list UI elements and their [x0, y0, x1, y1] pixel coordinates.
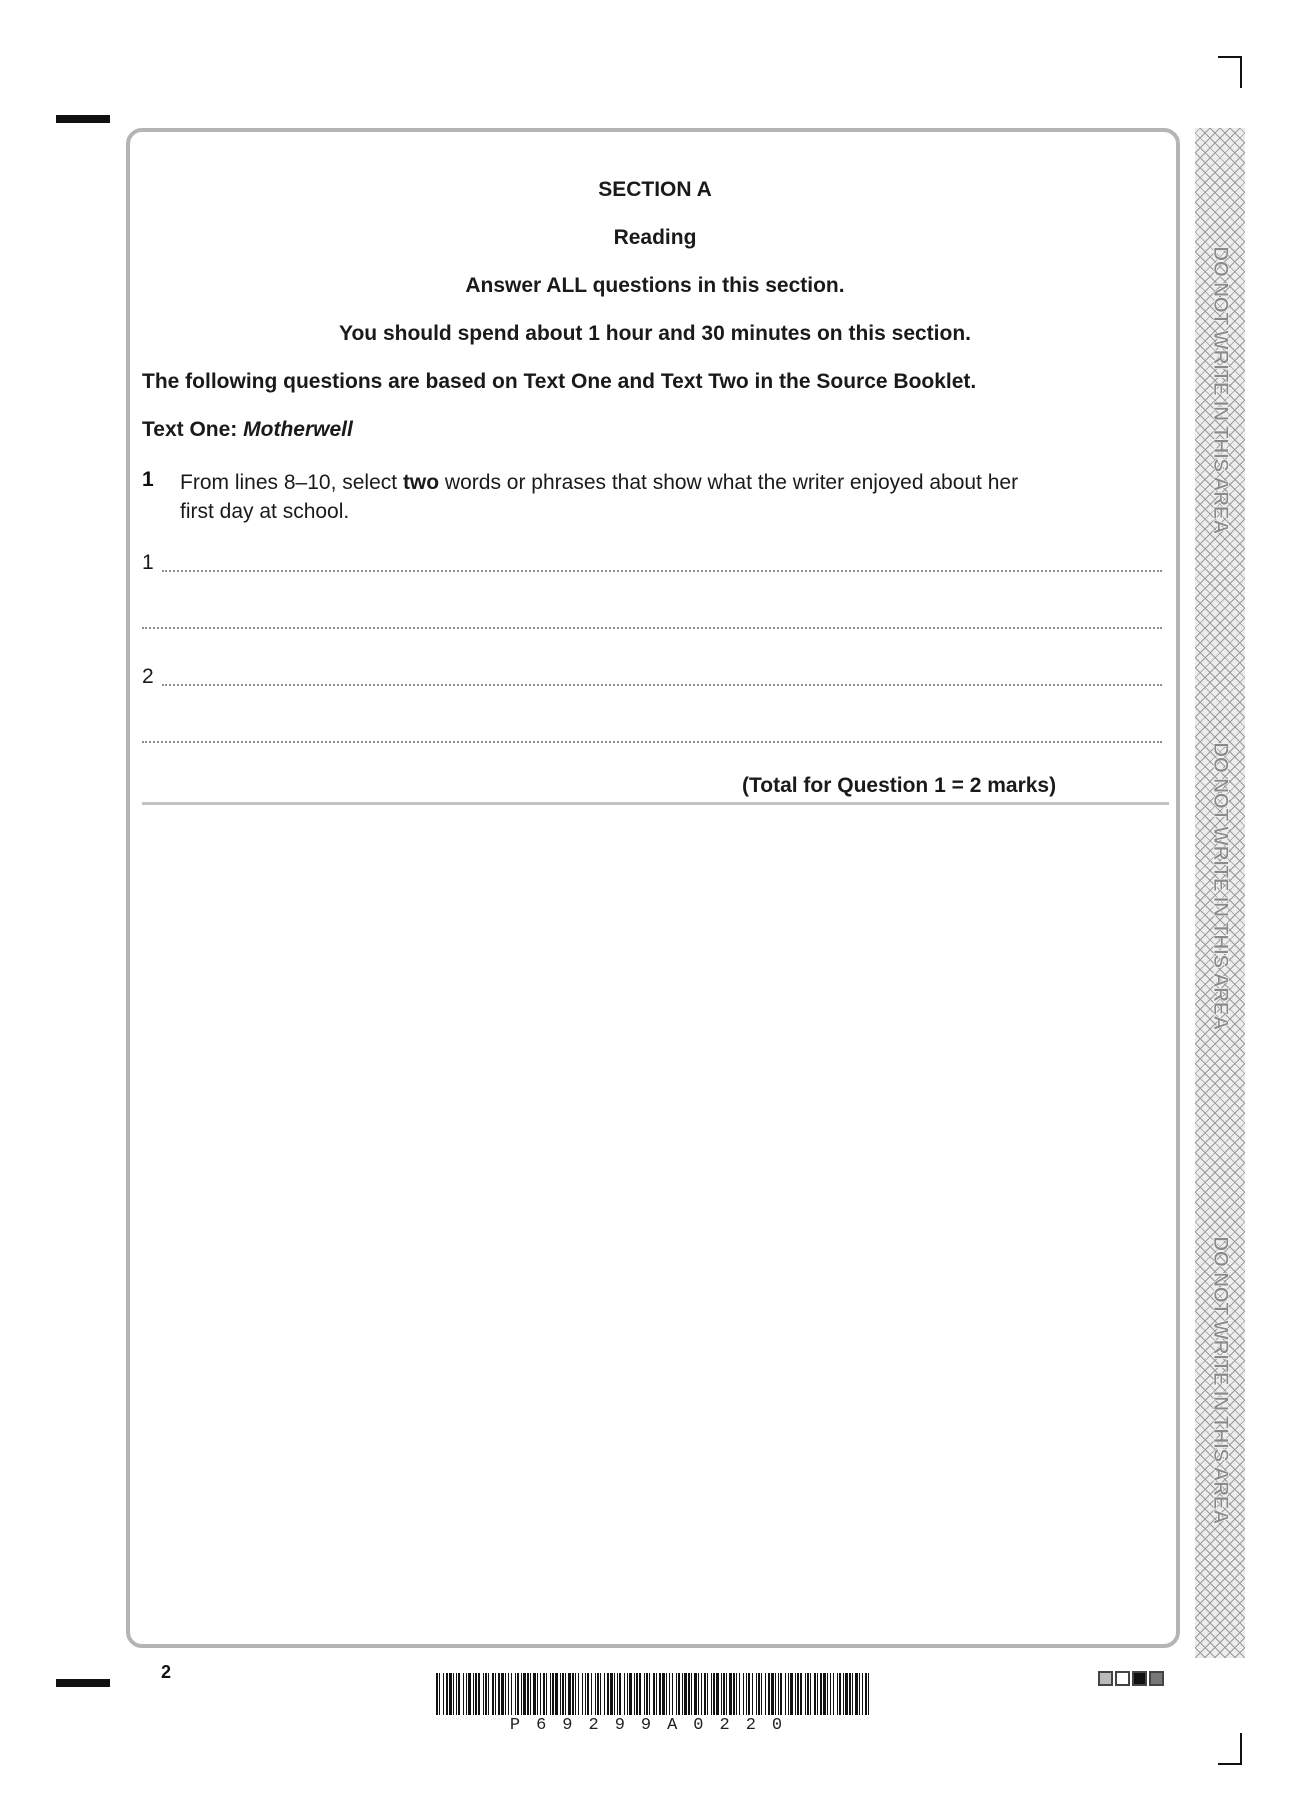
crop-mark — [1240, 56, 1242, 88]
answer-2-line-cont[interactable] — [142, 741, 1162, 743]
text-title: Motherwell — [243, 418, 353, 441]
crop-mark — [1240, 1733, 1242, 1765]
answer-1-label: 1 — [142, 551, 154, 574]
barcode — [436, 1673, 872, 1715]
section-title: SECTION A — [598, 178, 712, 201]
question-divider — [142, 802, 1169, 805]
crop-mark — [1218, 1763, 1242, 1765]
answer-2-line[interactable] — [162, 684, 1162, 686]
answer-1-line-cont[interactable] — [142, 627, 1162, 629]
progress-square — [1149, 1671, 1164, 1686]
progress-square — [1132, 1671, 1147, 1686]
answer-2-label: 2 — [142, 665, 154, 688]
question-total: (Total for Question 1 = 2 marks) — [742, 774, 1057, 797]
progress-square — [1098, 1671, 1113, 1686]
section-subtitle: Reading — [613, 226, 697, 249]
question-text: From lines 8–10, select two words or phrases that show what the writer enjoyed about her first day at school. — [180, 471, 1019, 523]
crop-mark — [1218, 56, 1242, 58]
question-number: 1 — [142, 468, 154, 491]
answer-1-line[interactable] — [162, 570, 1162, 572]
progress-square — [1115, 1671, 1130, 1686]
instruction-time: You should spend about 1 hour and 30 minutes on this section. — [339, 322, 971, 345]
instruction-answer-all: Answer ALL questions in this section. — [465, 274, 845, 297]
registration-bar — [56, 1679, 110, 1687]
page-number: 2 — [161, 1662, 172, 1682]
text-label: Text One: — [142, 418, 238, 441]
page-frame — [126, 128, 1180, 1648]
source-note: The following questions are based on Text One and Text Two in the Source Booklet. — [142, 370, 977, 393]
text-heading — [142, 418, 353, 442]
question-emphasis: two — [402, 471, 440, 494]
barcode-text: P69299A0220 — [509, 1716, 799, 1735]
registration-bar — [56, 115, 110, 123]
